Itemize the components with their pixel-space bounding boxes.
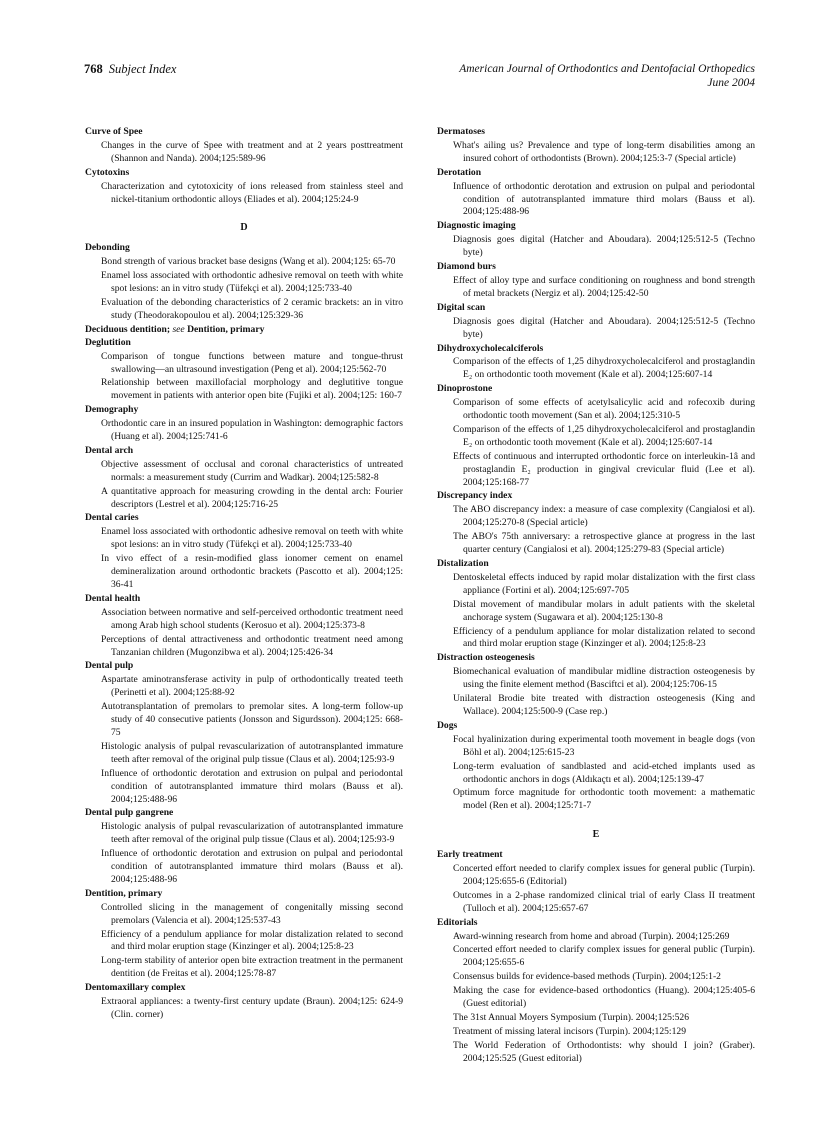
index-heading bbox=[437, 220, 755, 233]
heading-term: Dogs bbox=[437, 719, 458, 731]
index-entry: Influence of orthodontic derotation and extrusion on pulpal and periodontal condition of autotransplanted immature third molars (Bauss et al). 2004;125:488-96 bbox=[101, 848, 403, 885]
heading-term: Dentition, primary bbox=[85, 887, 163, 899]
heading-term: Curve of Spee bbox=[85, 126, 143, 137]
index-heading bbox=[437, 849, 755, 862]
heading-term: Cytotoxins bbox=[85, 166, 130, 178]
index-heading bbox=[85, 242, 403, 255]
index-entry: Influence of orthodontic derotation and extrusion on pulpal and periodontal condition of autotransplanted immature third molars (Bauss et al). 2004;125:488-96 bbox=[453, 180, 755, 218]
index-entry: Effect of alloy type and surface conditioning on roughness and bond strength of metal brackets (Nergiz et al). 2004;125:42-50 bbox=[453, 274, 755, 299]
heading-term: Diamond burs bbox=[437, 261, 496, 273]
index-entry: Evaluation of the debonding characteristics of 2 ceramic brackets: an in vitro study (Theodorakopoulou et al). 2004;125:329-36 bbox=[101, 296, 403, 321]
index-heading bbox=[85, 404, 403, 417]
heading-term: Debonding bbox=[85, 242, 130, 254]
index-entry: Optimum force magnitude for orthodontic tooth movement: a mathematic model (Ren et al). 2004;125:71-7 bbox=[453, 787, 755, 812]
index-entry: Enamel loss associated with orthodontic adhesive removal on teeth with white spot lesions: an in vitro study (Tüfekçi et al). 2004;125:733-40 bbox=[101, 526, 403, 551]
index-entry: Diagnosis goes digital (Hatcher and Aboudara). 2004;125:512-5 (Techno byte) bbox=[453, 234, 755, 259]
index-entry: Association between normative and self-perceived orthodontic treatment need among Arab high school students (Kerosuo et al). 2004;125:373-8 bbox=[101, 606, 403, 631]
index-entry: Effects of continuous and interrupted orthodontic force on interleukin-1â and prostaglandin E₂ production in gingival crevicular fluid (Lee et al). 2004;125:168-77 bbox=[453, 450, 755, 488]
index-entry: Relationship between maxillofacial morphology and deglutitive tongue movement in patients with anterior open bite (Fujiki et al). 2004;125: 160-7 bbox=[101, 377, 403, 402]
heading-term: Dental caries bbox=[85, 512, 139, 524]
index-entry: Changes in the curve of Spee with treatment and at 2 years posttreatment (Shannon and Nanda). 2004;125:589-96 bbox=[101, 139, 403, 164]
index-heading bbox=[85, 445, 403, 458]
index-entry: Histologic analysis of pulpal revascularization of autotransplanted immature teeth after removal of the original pulp tissue (Claus et al). 2004;125:93-9 bbox=[101, 821, 403, 846]
index-entry: Diagnosis goes digital (Hatcher and Aboudara). 2004;125:512-5 (Techno byte) bbox=[453, 315, 755, 340]
index-entry: Award-winning research from home and abroad (Turpin). 2004;125:269 bbox=[453, 930, 730, 942]
index-entry: Comparison of tongue functions between mature and tongue-thrust swallowing—an ultrasound investigation (Peng et al). 2004;125:562-70 bbox=[101, 350, 403, 375]
index-heading bbox=[437, 652, 755, 665]
index-heading bbox=[85, 660, 403, 673]
index-heading bbox=[437, 343, 755, 356]
index-heading bbox=[437, 490, 755, 503]
index-heading bbox=[85, 167, 403, 180]
index-heading bbox=[85, 337, 403, 350]
heading-term: Distraction osteogenesis bbox=[437, 652, 535, 664]
index-entry: Making the case for evidence-based orthodontics (Huang). 2004;125:405-6 (Guest editorial) bbox=[453, 985, 755, 1010]
see-target: Dentition, primary bbox=[187, 323, 265, 335]
index-heading bbox=[437, 383, 755, 396]
index-heading bbox=[437, 917, 755, 930]
heading-term: Deciduous dentition; bbox=[85, 323, 171, 335]
index-entry: Comparison of some effects of acetylsalicylic acid and rofecoxib during orthodontic tooth movement (San et al). 2004;125:310-5 bbox=[453, 397, 755, 422]
heading-term: Distalization bbox=[437, 558, 489, 569]
index-entry: Dentoskeletal effects induced by rapid molar distalization with the first class appliance (Fortini et al). 2004;125:697-705 bbox=[453, 571, 755, 596]
index-entry: Extraoral appliances: a twenty-first century update (Braun). 2004;125: 624-9 (Clin. corner) bbox=[101, 996, 403, 1020]
index-entry: Outcomes in a 2-phase randomized clinical trial of early Class II treatment (Tulloch et al). 2004;125:657-67 bbox=[453, 889, 755, 914]
section-letter: E bbox=[592, 829, 600, 841]
index-entry: Autotransplantation of premolars to premolar sites. A long-term follow-up study of 40 consecutive patients (Jonsson and Sigurdsson). 2004;125: 668-75 bbox=[101, 701, 403, 738]
running-header-right bbox=[459, 62, 755, 90]
index-heading bbox=[437, 261, 755, 274]
index-heading bbox=[85, 512, 403, 525]
heading-term: Dinoprostone bbox=[437, 383, 493, 395]
index-entry: Treatment of missing lateral incisors (Turpin). 2004;125:129 bbox=[453, 1025, 686, 1037]
index-heading bbox=[85, 807, 403, 820]
index-column-right bbox=[437, 126, 755, 1067]
heading-term: Discrepancy index bbox=[437, 490, 513, 502]
index-heading bbox=[85, 593, 403, 606]
index-entry: Biomechanical evaluation of mandibular midline distraction osteogenesis by using the finite element method (Basciftci et al). 2004;125:706-15 bbox=[453, 666, 755, 691]
heading-term: Editorials bbox=[437, 916, 478, 928]
index-heading bbox=[85, 888, 403, 901]
index-heading bbox=[85, 982, 403, 995]
index-entry: What's ailing us? Prevalence and type of long-term disabilities among an insured cohort of orthodontists (Brown). 2004;125:3-7 (Special article) bbox=[453, 139, 755, 164]
index-entry: The ABO's 75th anniversary: a retrospective glance at progress in the last quarter century (Cangialosi et al). 2004;125:279-83 (Special article) bbox=[453, 531, 755, 556]
index-heading bbox=[437, 558, 755, 571]
heading-term: Dermatoses bbox=[437, 126, 485, 137]
heading-term: Dental pulp gangrene bbox=[85, 807, 174, 819]
index-entry: The World Federation of Orthodontists: why should I join? (Graber). 2004;125:525 (Guest editorial) bbox=[453, 1039, 755, 1064]
index-entry: Histologic analysis of pulpal revascularization of autotransplanted immature teeth after removal of the original pulp tissue (Claus et al). 2004;125:93-9 bbox=[101, 740, 403, 765]
index-entry: In vivo effect of a resin-modified glass ionomer cement on enamel demineralization around orthodontic brackets (Pascotto et al). 2004;125: 36-41 bbox=[101, 553, 403, 590]
index-entry: Influence of orthodontic derotation and extrusion on pulpal and periodontal condition of autotransplanted immature third molars (Bauss et al). 2004;125:488-96 bbox=[101, 767, 403, 805]
heading-term: Demography bbox=[85, 404, 139, 416]
index-entry: Consensus builds for evidence-based methods (Turpin). 2004;125:1-2 bbox=[453, 971, 721, 983]
index-entry: Controlled slicing in the management of congenitally missing second premolars (Valencia et al). 2004;125:537-43 bbox=[101, 901, 403, 926]
heading-term: Dihydroxycholecalciferols bbox=[437, 342, 544, 354]
index-entry: Unilateral Brodie bite treated with distraction osteogenesis (King and Wallace). 2004;125:500-9 (Case rep.) bbox=[453, 693, 755, 717]
heading-term: Digital scan bbox=[437, 301, 486, 313]
index-entry: Comparison of the effects of 1,25 dihydroxycholecalciferol and prostaglandin E₂ on orthodontic tooth movement (Kale et al). 2004;125:607-14 bbox=[453, 356, 755, 381]
index-entry: Long-term evaluation of sandblasted and acid-etched implants used as orthodontic anchors in dogs (Aldıkaçtı et al). 2004;125:139-47 bbox=[453, 760, 755, 785]
index-heading bbox=[437, 302, 755, 315]
index-entry: Characterization and cytotoxicity of ions released from stainless steel and nickel-titanium orthodontic alloys (Eliades et al). 2004;125:24-9 bbox=[101, 180, 403, 205]
heading-term: Dental pulp bbox=[85, 660, 134, 672]
index-entry: The ABO discrepancy index: a measure of case complexity (Cangialosi et al). 2004;125:270-8 (Special article) bbox=[453, 504, 755, 529]
index-entry: Orthodontic care in an insured population in Washington: demographic factors (Huang et al). 2004;125:741-6 bbox=[101, 418, 403, 443]
section-letter: D bbox=[240, 222, 248, 234]
issue-date: June 2004 bbox=[707, 77, 755, 89]
running-header-left bbox=[84, 62, 176, 77]
index-entry: Focal hyalinization during experimental tooth movement in beagle dogs (von Böhl et al). 2004;125:615-23 bbox=[453, 733, 755, 758]
heading-term: Diagnostic imaging bbox=[437, 220, 516, 232]
index-entry: Efficiency of a pendulum appliance for molar distalization related to second and third molar eruption stage (Kinzinger et al). 2004;125:8-23 bbox=[453, 625, 755, 650]
heading-term: Dental health bbox=[85, 592, 141, 604]
heading-term: Early treatment bbox=[437, 849, 503, 861]
index-entry: Concerted effort needed to clarify complex issues for general public (Turpin). 2004;125:655-6 (Editorial) bbox=[453, 863, 755, 887]
index-entry: The 31st Annual Moyers Symposium (Turpin). 2004;125:526 bbox=[453, 1012, 690, 1023]
index-entry: Concerted effort needed to clarify complex issues for general public (Turpin). 2004;125:655-6 bbox=[453, 944, 755, 969]
index-entry: Enamel loss associated with orthodontic adhesive removal on teeth with white spot lesions: an in vitro study (Tüfekçi et al). 2004;125:733-40 bbox=[101, 270, 403, 295]
heading-term: Derotation bbox=[437, 166, 482, 178]
journal-title: American Journal of Orthodontics and Dentofacial Orthopedics bbox=[459, 63, 755, 75]
section-title: Subject Index bbox=[108, 62, 177, 76]
index-column-left bbox=[85, 126, 403, 1023]
heading-term: Dental arch bbox=[85, 444, 134, 456]
index-entry: Bond strength of various bracket base designs (Wang et al). 2004;125: 65-70 bbox=[101, 256, 396, 268]
index-entry: A quantitative approach for measuring crowding in the dental arch: Fourier descriptors (Lestrel et al). 2004;125:716-25 bbox=[101, 485, 403, 510]
heading-term: Deglutition bbox=[85, 336, 131, 348]
index-entry: Perceptions of dental attractiveness and orthodontic treatment need among Tanzanian children (Mugonzibwa et al). 2004;125:426-34 bbox=[101, 633, 403, 658]
index-heading bbox=[437, 720, 755, 733]
index-heading bbox=[85, 324, 403, 337]
index-heading bbox=[85, 126, 403, 139]
index-entry: Distal movement of mandibular molars in adult patients with the skeletal anchorage system (Sugawara et al). 2004;125:130-8 bbox=[453, 598, 755, 623]
index-entry: Objective assessment of occlusal and coronal characteristics of untreated normals: a measurement study (Currim and Wadkar). 2004;125:582-8 bbox=[101, 458, 403, 483]
index-entry: Efficiency of a pendulum appliance for molar distalization related to second and third molar eruption stage (Kinzinger et al). 2004;125:8-23 bbox=[101, 928, 403, 953]
index-heading bbox=[437, 167, 755, 180]
index-heading bbox=[437, 126, 755, 139]
index-entry: Comparison of the effects of 1,25 dihydroxycholecalciferol and prostaglandin E₂ on orthodontic tooth movement (Kale et al). 2004;125:607-14 bbox=[453, 423, 755, 448]
see-label: see bbox=[172, 323, 185, 335]
index-entry: Long-term stability of anterior open bite extraction treatment in the permanent dentition (de Freitas et al). 2004;125:78-87 bbox=[101, 955, 403, 980]
index-entry: Aspartate aminotransferase activity in pulp of orthodontically treated teeth (Perinetti et al). 2004;125:88-92 bbox=[101, 674, 403, 699]
page-number: 768 bbox=[84, 62, 103, 76]
heading-term: Dentomaxillary complex bbox=[85, 982, 186, 994]
